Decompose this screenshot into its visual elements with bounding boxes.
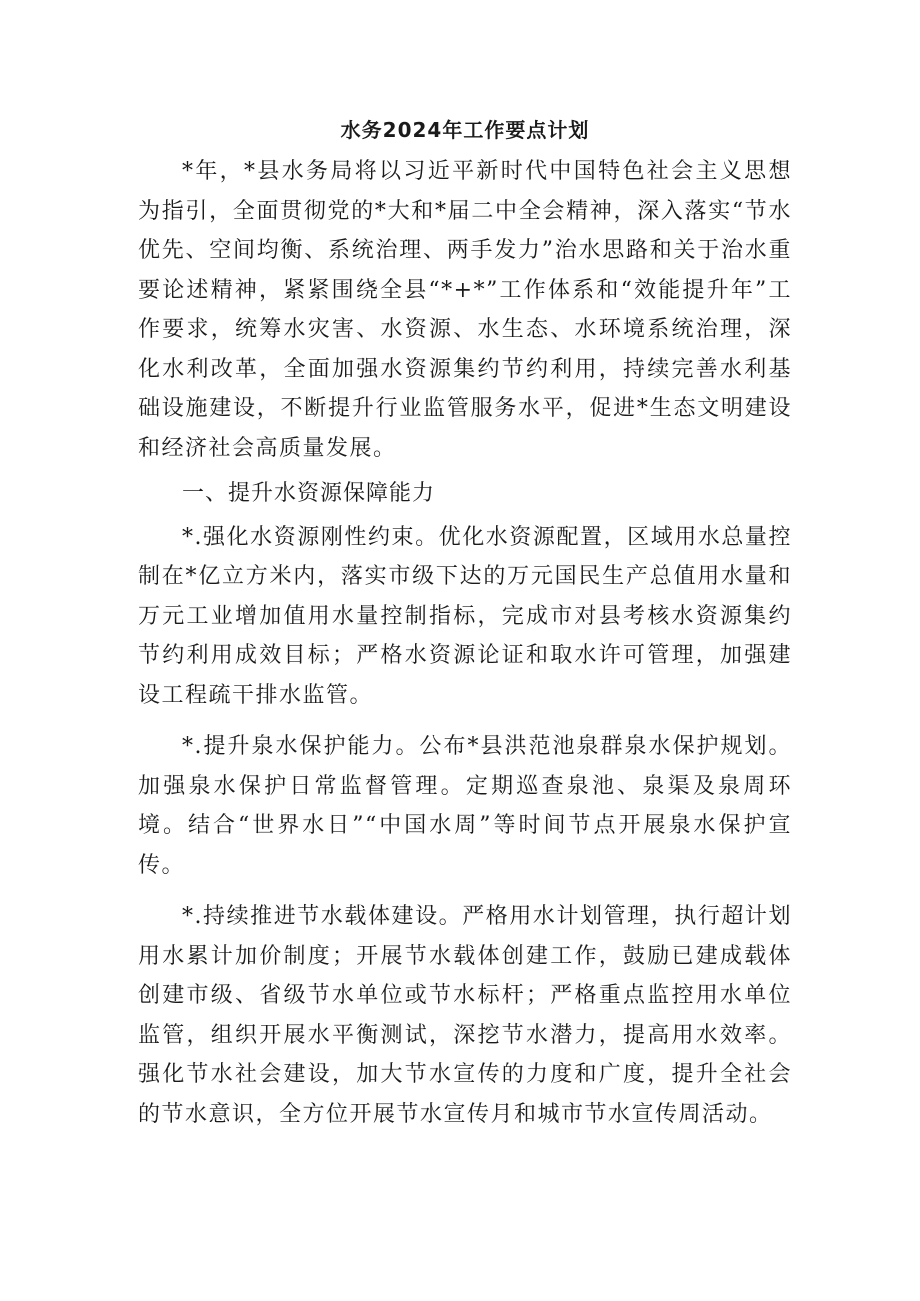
section1-item-1: *.强化水资源刚性约束。优化水资源配置，区域用水总量控制在*亿立方米内，落实市级下达的万元国民生产总值用水量和万元工业增加值用水量控制指标，完成市对县考核水资源集约节约利用成效目标；严格水资源论证和取水许可管理，加强建设工程疏干排水监管。	[138, 524, 792, 708]
document-title: 水务2024年工作要点计划	[340, 118, 590, 142]
section1-item-3: *.持续推进节水载体建设。严格用水计划管理，执行超计划用水累计加价制度；开展节水载体创建工作，鼓励已建成载体创建市级、省级节水单位或节水标杆；严格重点监控用水单位监管，组织开展水平衡测试，深挖节水潜力，提高用水效率。强化节水社会建设，加大节水宣传的力度和广度，提升全社会的节水意识，全方位开展节水宣传月和城市节水宣传周活动。	[138, 904, 792, 1127]
section-heading-1: 一、提升水资源保障能力	[182, 481, 436, 506]
intro-paragraph: *年，*县水务局将以习近平新时代中国特色社会主义思想为指引，全面贯彻党的*大和*届二中全会精神，深入落实“节水优先、空间均衡、系统治理、两手发力”治水思路和关于治水重要论述精神，紧紧围绕全县“*+*”工作体系和“效能提升年”工作要求，统筹水灾害、水资源、水生态、水环境系统治理，深化水利改革，全面加强水资源集约节约利用，持续完善水利基础设施建设，不断提升行业监管服务水平，促进*生态文明建设和经济社会高质量发展。	[138, 159, 792, 461]
document-page	[138, 116, 792, 1134]
section1-item-2: *.提升泉水保护能力。公布*县洪范池泉群泉水保护规划。加强泉水保护日常监督管理。定期巡查泉池、泉渠及泉周环境。结合“世界水日”“中国水周”等时间节点开展泉水保护宣传。	[138, 734, 792, 878]
